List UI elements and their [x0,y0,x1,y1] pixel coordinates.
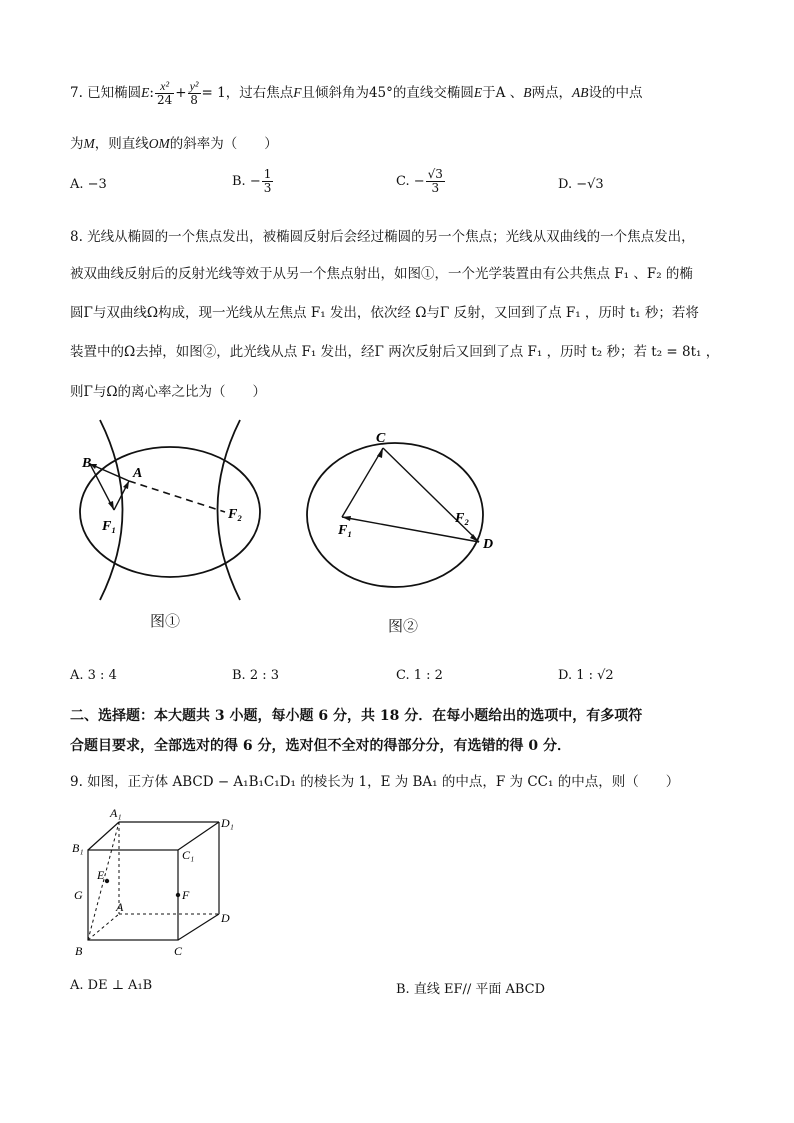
q7-option-c [396,168,446,195]
q8-option-a: A. 3 : 4 [70,668,117,683]
label-e: E [97,868,105,882]
ray-f1-to-c [342,448,383,517]
label-c: C [174,944,183,958]
fraction-x [155,80,174,107]
section-2-heading-line2: 合题目要求，全部选对的得 6 分，选对但不全对的得部分分，有选错的得 0 分． [70,738,571,754]
label-f2: F₂ [455,511,470,526]
q7-line1 [70,80,642,107]
q7-option-b [232,168,274,195]
q9-line1: 9. 如图，正方体 ABCD − A₁B₁C₁D₁ 的棱长为 1，E 为 BA₁ 的中点，F 为 CC₁ 的中点，则（ ） [70,774,680,790]
q7-option-b-label: B. − [232,174,261,189]
figure-1-caption: 图① [150,612,181,630]
label-f1: F₁ [338,523,353,538]
figure-1 [70,415,270,605]
fraction-y-den: 8 [190,93,198,107]
arrowhead [123,481,129,489]
label-b: B [75,944,83,958]
label-g: G [74,888,83,902]
front-face [88,850,178,940]
q8-option-d: D. 1 : √2 [558,668,614,683]
q7-option-c-den: 3 [431,181,440,195]
q7-option-a: A. −3 [70,177,107,192]
figure-2-caption: 图② [388,617,419,635]
plus-sign: + [175,85,187,101]
label-c: C [376,431,386,446]
label-d: D [483,537,494,552]
point-m: M [83,136,95,151]
q7-option-b-num: 1 [263,167,272,181]
label-b1: B₁ [72,841,84,855]
q7-text-b: 且倾斜角为45°的直线交椭圆 [301,85,474,101]
q7-option-b-frac [262,168,274,195]
edge-c-d [178,914,219,940]
fraction-x-den: 24 [156,93,173,107]
ellipse-name: E [141,85,150,100]
edge-b-a-dashed [88,914,119,940]
cube-figure [70,805,250,965]
ray-c-to-d [383,448,479,542]
q7-option-b-den: 3 [263,181,272,195]
q8-line1: 8. 光线从椭圆的一个焦点发出，被椭圆反射后会经过椭圆的另一个焦点；光线从双曲线的一个焦点发出， [70,229,695,245]
q7-text-e: 设的中点 [588,85,643,101]
q7-option-c-label: C. − [396,174,425,189]
label-f2: F₂ [228,507,243,522]
line-om: OM [148,136,170,151]
q8-line4: 装置中的Ω去掉，如图②，此光线从点 F₁ 发出，经Γ 两次反射后又回到了点 F₁ ，历时 t₂ 秒；若 t₂ = 8t₁ ， [70,344,720,360]
ellipse-name-2: E [473,85,483,100]
q7-option-c-num: √3 [427,167,443,181]
label-b: B [82,456,92,471]
fraction-x-num: x² [155,80,174,94]
q7-line2 [70,132,278,152]
q8-line3: 圆Γ与双曲线Ω构成，现一光线从左焦点 F₁ 发出，依次经 Ω与Γ 反射，又回到了点 F₁ ，历时 t₁ 秒；若将 [70,305,699,321]
label-a: A [116,900,124,914]
q7-option-d: D. −√3 [558,177,604,192]
q8-option-b: B. 2 : 3 [232,668,280,683]
label-c1: C₁ [182,848,195,862]
point-b: B [523,85,532,100]
q7-eq-text: = 1，过右焦点 [201,85,294,101]
hyperbola-left-branch [100,420,123,600]
q9-option-a: A. DE ⊥ A₁B [70,978,153,993]
dashed-line-a-to-f2 [129,481,225,512]
label-f: F [182,888,190,902]
fraction-y [188,80,201,107]
label-a1: A₁ [110,806,122,820]
q7-line2-a: 为 [70,136,84,152]
focus-f: F [293,85,302,100]
point-e [105,879,109,883]
label-d: D [221,911,230,925]
segment-ab: AB [571,85,589,100]
q7-option-c-frac [426,168,445,195]
label-a: A [133,466,143,481]
label-d1: D₁ [221,816,234,830]
edge-c1-d1 [178,822,219,850]
fraction-y-num: y² [189,79,199,93]
q9-option-b: B. 直线 EF// 平面 ABCD [396,982,546,997]
q8-line5: 则Γ与Ω的离心率之比为（ ） [70,384,267,400]
q8-option-c: C. 1 : 2 [396,668,443,683]
label-f1: F₁ [102,519,117,534]
edge-b1-a1 [88,822,119,850]
q7-line2-b: ，则直线 [94,136,149,152]
section-2-heading-line1: 二、选择题：本大题共 3 小题，每小题 6 分，共 18 分．在每小题给出的选项中，有多项符 [70,708,643,724]
q7-text-d: 两点， [531,85,572,101]
q7-stem-start: 7. 已知椭圆 [70,85,142,101]
colon: : [149,85,154,101]
figure-2 [300,420,500,595]
q7-line2-c: 的斜率为（ ） [169,136,278,152]
arrowhead [108,501,114,510]
q7-text-c: 于A 、 [482,85,524,101]
point-f [176,893,180,897]
q8-line2: 被双曲线反射后的反射光线等效于从另一个焦点射出，如图①，一个光学装置由有公共焦点 F₁ 、F₂ 的椭 [70,266,693,282]
